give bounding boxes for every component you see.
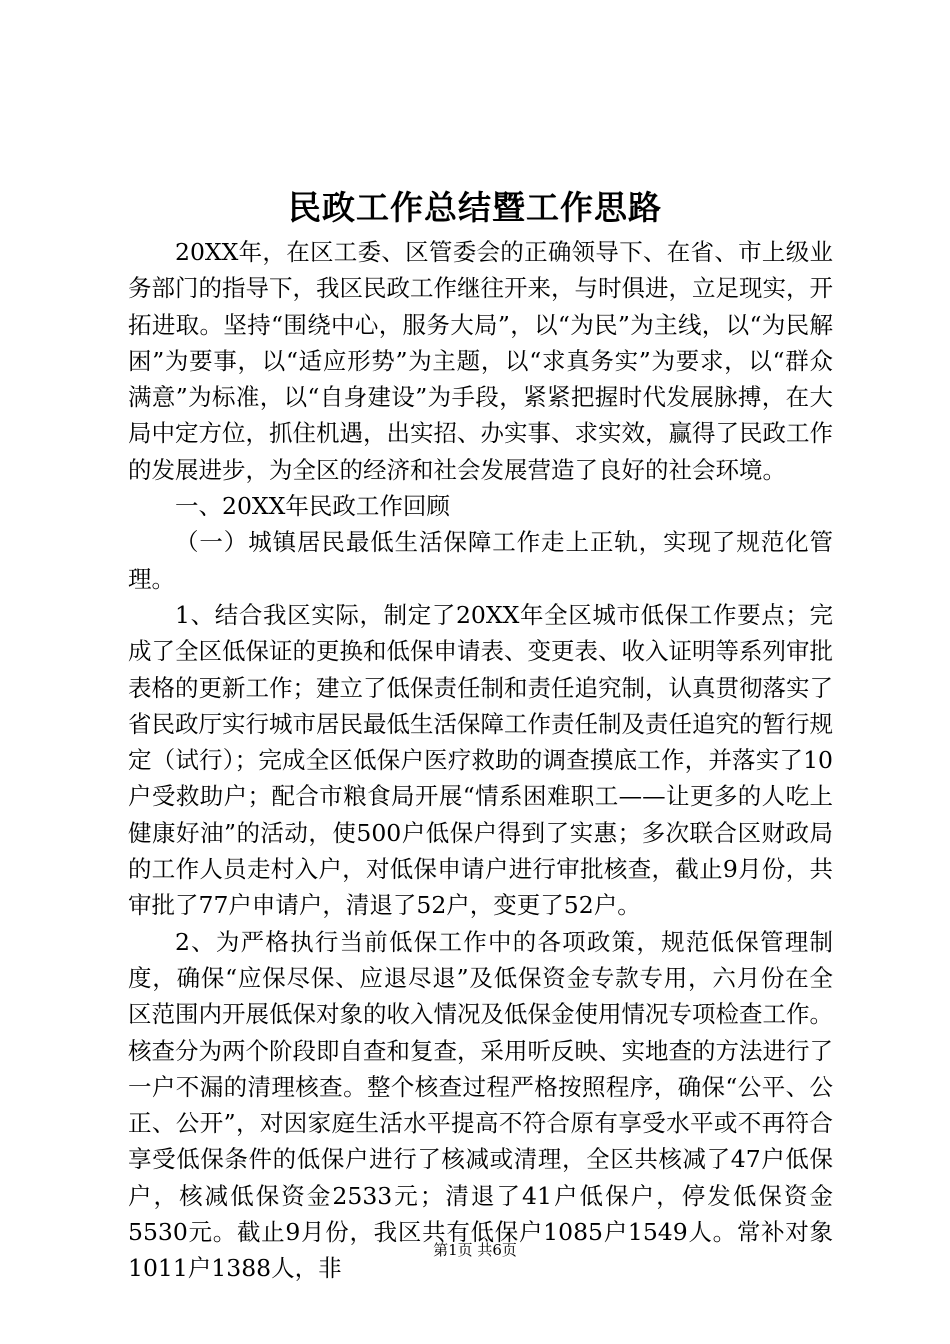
subsection-heading-minimum-living: （一）城镇居民最低生活保障工作走上正轨，实现了规范化管理。 [128, 528, 833, 593]
document-title: 民政工作总结暨工作思路 [288, 188, 662, 227]
page-number-footer: 第1页 共6页 [433, 1241, 517, 1259]
section-heading-review: 一、20XX年民政工作回顾 [175, 492, 450, 521]
paragraph-item-1: 1、结合我区实际，制定了20XX年全区城市低保工作要点；完成了全区低保证的更换和低保申请表、变更表、收入证明等系列审批表格的更新工作；建立了低保责任制和责任追究制，认真贯彻落实了省民政厅实行城市居民最低生活保障工作责任制及责任追究的暂行规定（试行）；完成全区低保户医疗救助的调查摸底工作，并落实了10户受救助户；配合市粮食局开展“情系困难职工——让更多的人吃上健康好油”的活动，使500户低保户得到了实惠；多次联合区财政局的工作人员走村入户，对低保申请户进行审批核查，截止9月份，共审批了77户申请户，清退了52户，变更了52户。 [128, 600, 833, 920]
paragraph-intro: 20XX年，在区工委、区管委会的正确领导下、在省、市上级业务部门的指导下，我区民政工作继往开来，与时俱进，立足现实，开拓进取。坚持“围绕中心，服务大局”，以“为民”为主线，以“为民解困”为要事，以“适应形势”为主题，以“求真务实”为要求，以“群众满意”为标准，以“自身建设”为手段，紧紧把握时代发展脉搏，在大局中定方位，抓住机遇，出实招、办实事、求实效，赢得了民政工作的发展进步，为全区的经济和社会发展营造了良好的社会环境。 [128, 238, 833, 484]
document-body [128, 234, 833, 1287]
paragraph-item-2: 2、为严格执行当前低保工作中的各项政策，规范低保管理制度，确保“应保尽保、应退尽退”及低保资金专款专用，六月份在全区范围内开展低保对象的收入情况及低保金使用情况专项检查工作。核查分为两个阶段即自查和复查，采用听反映、实地查的方法进行了一户不漏的清理核查。整个核查过程严格按照程序，确保“公平、公正、公开”，对因家庭生活水平提高不符合原有享受水平或不再符合享受低保条件的低保户进行了核减或清理，全区共核减了47户低保户，核减低保资金2533元；清退了41户低保户，停发低保资金5530元。截止9月份，我区共有低保户1085户1549人。常补对象1011户1388人，非 [128, 927, 833, 1283]
